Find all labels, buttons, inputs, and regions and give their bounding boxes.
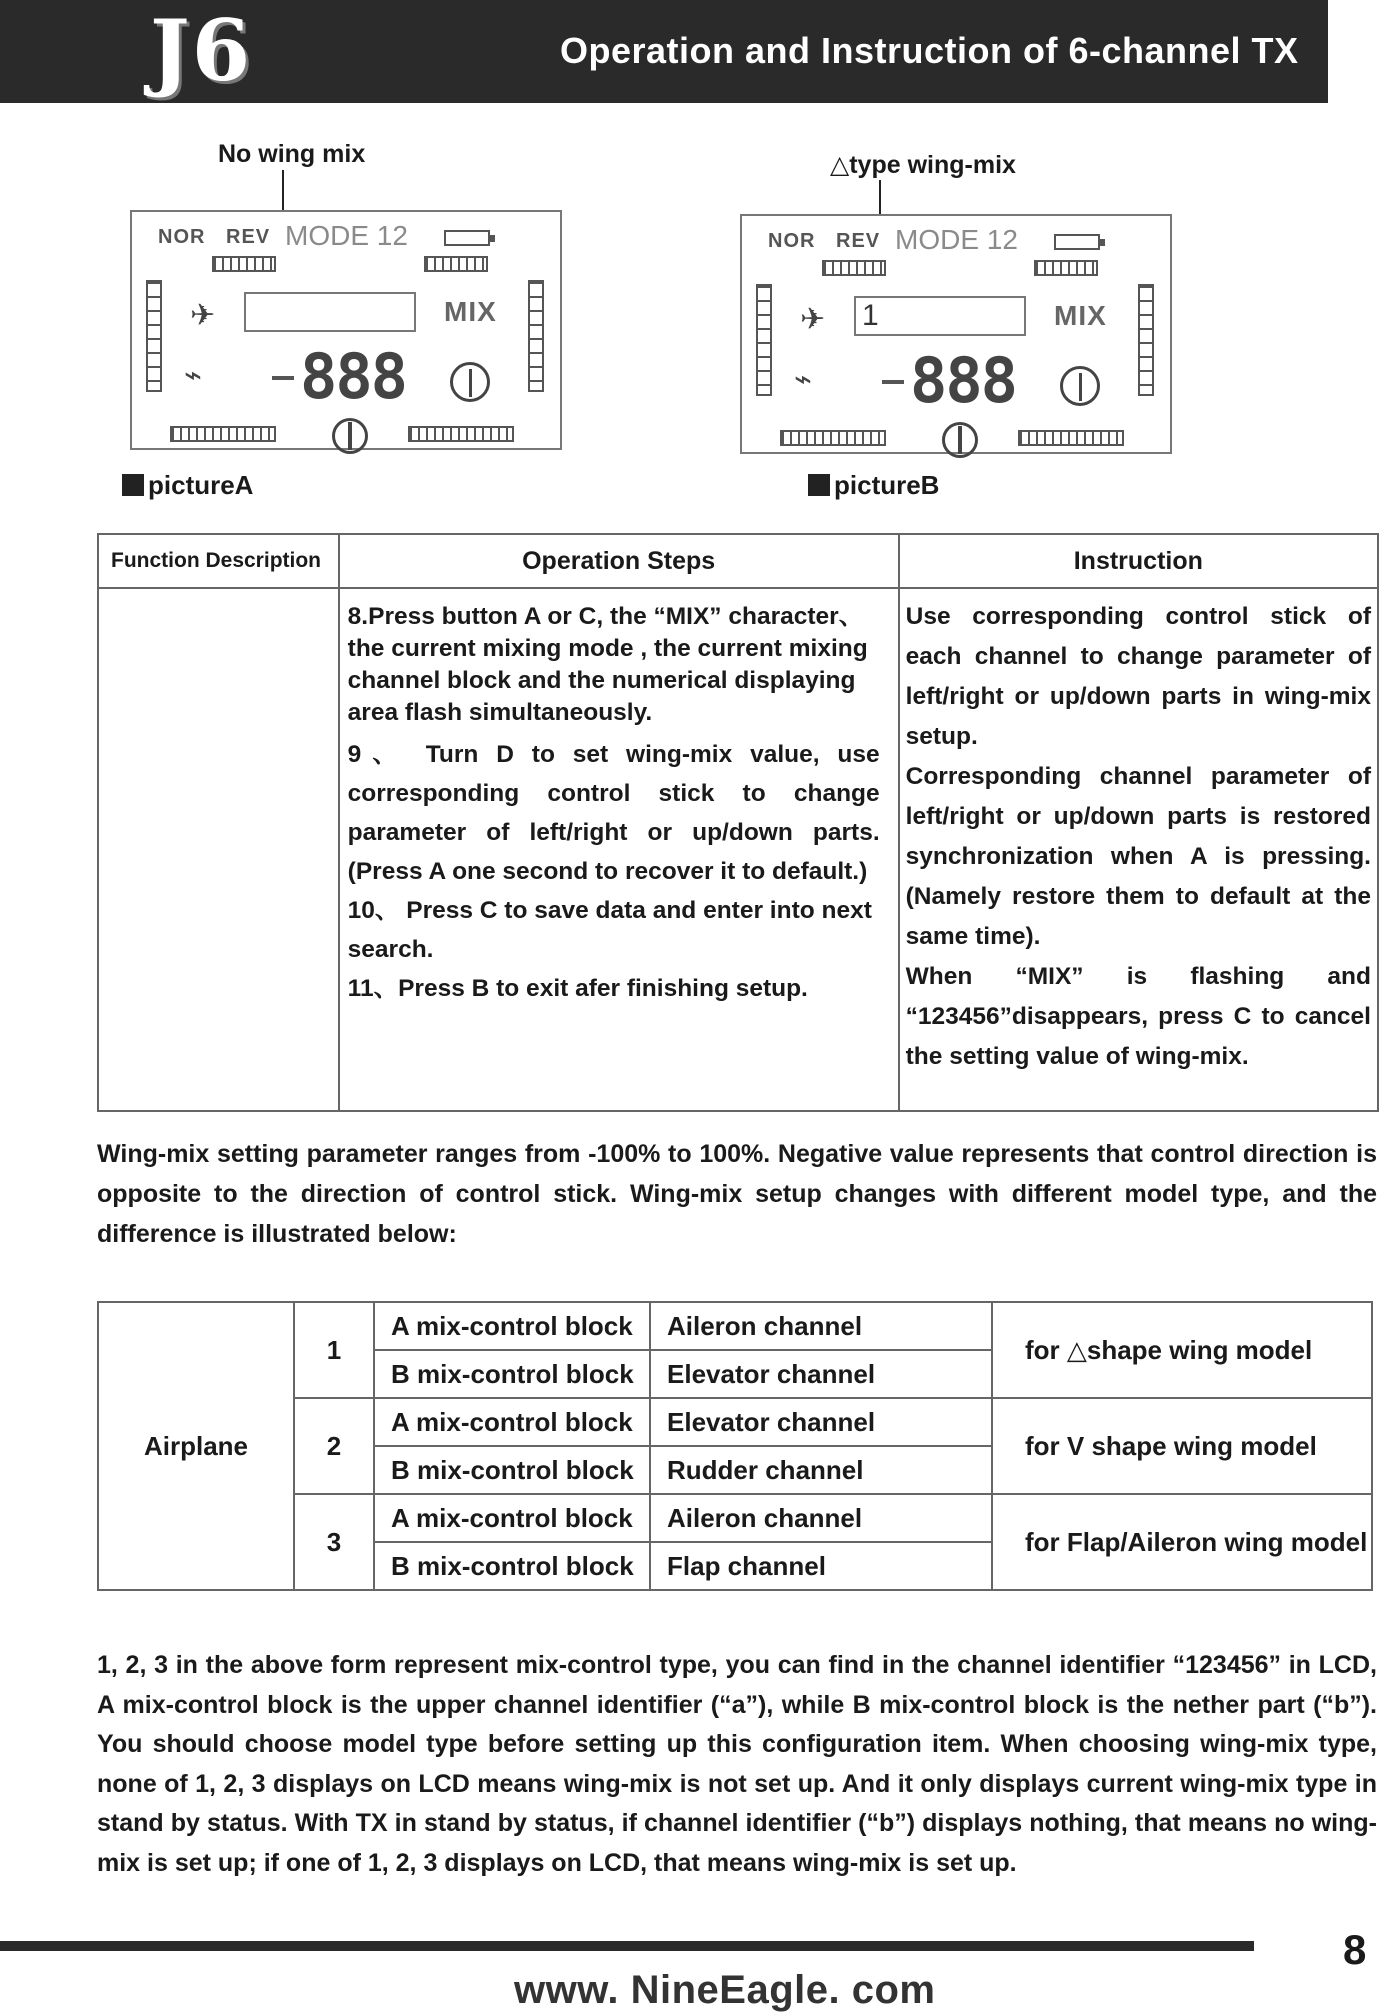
lcd-nor-label: NOR: [158, 226, 206, 248]
lcd-channel-field: [244, 292, 416, 332]
lcd-mode-label: MODE 12: [895, 224, 1018, 255]
trim-bar-icon: [424, 256, 488, 272]
channel-cell: Aileron channel: [650, 1302, 992, 1350]
vertical-trim-icon: [1138, 284, 1154, 396]
trim-bar-icon: [1018, 430, 1124, 446]
instruction-1: Use corresponding control stick of each channel to change parameter of left/right or up/down parts in wing-mix setup.: [905, 603, 1371, 750]
channel-cell: Rudder channel: [650, 1446, 992, 1494]
instruction-3: When “MIX” is flashing and “123456”disappears, press C to cancel the setting value of wing-mix.: [905, 963, 1371, 1070]
trim-bar-icon: [212, 256, 276, 272]
lcd-channel-field: 1: [854, 296, 1026, 336]
throttle-knob-icon: [942, 422, 978, 458]
page-title: Operation and Instruction of 6-channel TX: [560, 30, 1299, 71]
trim-bar-icon: [780, 430, 886, 446]
steering-wheel-icon: [1060, 366, 1100, 406]
instruction-2: Corresponding channel parameter of left/right or up/down parts is restored synchronization when A is pressing. (Namely restore them to default at the same time).: [905, 763, 1371, 950]
step-9: 9、 Turn D to set wing-mix value, use corresponding control stick to change parameter of left/right or up/down parts. (Press A one second to recover it to default.): [347, 741, 880, 885]
vertical-trim-icon: [528, 280, 544, 392]
trim-bar-icon: [408, 426, 514, 442]
block-cell: B mix-control block: [374, 1350, 650, 1398]
helicopter-icon: ⌁: [184, 359, 203, 392]
block-cell: B mix-control block: [374, 1542, 650, 1590]
minus-sign-icon: [272, 376, 294, 380]
helicopter-icon: ⌁: [794, 363, 813, 396]
lcd-digits: 888: [910, 344, 1016, 417]
lcd-nor-label: NOR: [768, 230, 816, 252]
square-bullet-icon: [808, 474, 830, 496]
page-number: 8: [1343, 1926, 1367, 1973]
footer-rule: [0, 1941, 1254, 1951]
lcd-rev-label: REV: [226, 226, 271, 248]
function-table: [97, 533, 1379, 1112]
wing-model-cell: for V shape wing model: [992, 1398, 1372, 1494]
block-cell: B mix-control block: [374, 1446, 650, 1494]
logo: J6: [150, 1, 253, 100]
model-cell: Airplane: [98, 1302, 294, 1590]
header-function-description: Function Description: [98, 534, 339, 588]
figure-b-caption: △type wing-mix: [830, 151, 1016, 179]
minus-sign-icon: [882, 380, 904, 384]
lcd-picture-a: [130, 210, 562, 450]
type-cell: 1: [294, 1302, 374, 1398]
throttle-knob-icon: [332, 418, 368, 454]
square-bullet-icon: [122, 474, 144, 496]
airplane-icon: ✈: [800, 303, 826, 336]
figure-a-caption: No wing mix: [218, 140, 366, 168]
header-operation-steps: Operation Steps: [339, 534, 899, 588]
trim-bar-icon: [1034, 260, 1098, 276]
instruction-cell: [899, 588, 1378, 1111]
wing-model-cell: for Flap/Aileron wing model: [992, 1494, 1372, 1590]
lcd-mix-label: MIX: [1054, 300, 1107, 331]
website-link[interactable]: www. NineEagle. com: [514, 1968, 936, 2012]
battery-icon: [444, 230, 490, 246]
lcd-digits: 888: [300, 340, 406, 413]
type-cell: 3: [294, 1494, 374, 1590]
lcd-mode-label: MODE 12: [285, 220, 408, 251]
airplane-icon: ✈: [190, 299, 216, 332]
closing-paragraph: 1, 2, 3 in the above form represent mix-control type, you can find in the channel identifier “123456” in LCD, A mix-control block is the upper channel identifier (“a”), while B mix-control block is the nether part (“b”). You should choose model type before setting up this configuration item. When choosing wing-mix type, none of 1, 2, 3 displays on LCD means wing-mix is not set up. And it only displays current wing-mix type in stand by status. With TX in stand by status, if channel identifier (“b”) displays nothing, that means no wing-mix is set up; if one of 1, 2, 3 displays on LCD, that means wing-mix is set up.: [97, 1651, 1377, 1877]
wing-model-cell: for △shape wing model: [992, 1302, 1372, 1398]
step-10: 10、 Press C to save data and enter into next search.: [347, 897, 872, 963]
block-cell: A mix-control block: [374, 1494, 650, 1542]
mix-table: [97, 1301, 1373, 1591]
steering-wheel-icon: [450, 362, 490, 402]
header-instruction: Instruction: [899, 534, 1378, 588]
operation-steps-cell: [339, 588, 899, 1111]
block-cell: A mix-control block: [374, 1302, 650, 1350]
picture-b-label: pictureB: [808, 470, 939, 501]
battery-icon: [1054, 234, 1100, 250]
vertical-trim-icon: [146, 280, 162, 392]
type-cell: 2: [294, 1398, 374, 1494]
vertical-trim-icon: [756, 284, 772, 396]
step-8: 8.Press button A or C, the “MIX” character、 the current mixing mode , the current mixing channel block and the numerical displaying area flash simultaneously.: [347, 603, 868, 726]
channel-cell: Elevator channel: [650, 1398, 992, 1446]
function-description-cell: [98, 588, 339, 1111]
picture-a-label: pictureA: [122, 470, 253, 501]
lcd-rev-label: REV: [836, 230, 881, 252]
intro-paragraph: Wing-mix setting parameter ranges from -100% to 100%. Negative value represents that control direction is opposite to the direction of control stick. Wing-mix setup changes with different model type, and the difference is illustrated below:: [97, 1140, 1377, 1248]
block-cell: A mix-control block: [374, 1398, 650, 1446]
trim-bar-icon: [170, 426, 276, 442]
step-11: 11、Press B to exit afer finishing setup.: [347, 975, 808, 1002]
channel-cell: Elevator channel: [650, 1350, 992, 1398]
lcd-picture-b: [740, 214, 1172, 454]
channel-cell: Flap channel: [650, 1542, 992, 1590]
lcd-mix-label: MIX: [444, 296, 497, 327]
trim-bar-icon: [822, 260, 886, 276]
channel-cell: Aileron channel: [650, 1494, 992, 1542]
